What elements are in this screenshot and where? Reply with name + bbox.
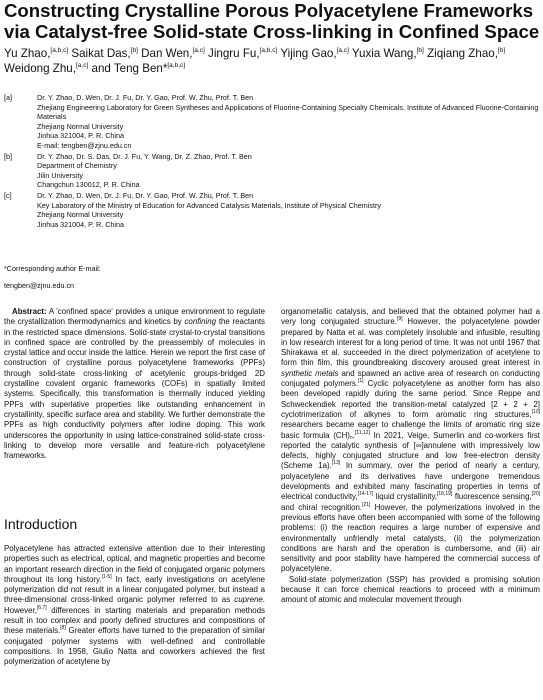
introduction-right-column: organometallic catalysis, and believed that the obtained polymer had a very long conjugated structure.[9] However, the polyacetylene powder prepared by Natta et al. was completely insoluble and infusible, resulting in low research interest for a long period of time. It was not until 1967 that Shirakawa et al. succeeded in the direct polymerization of acetylene to form thin film, this groundbreaking discovery aroused great interest in synthetic metals and spawned an active area of research on conducting conjugated polymers.[1] Cyclic polyacetylene as another form has also been developed rapidly during the same period. Since Reppe and Schweckendiek reported the transition-metal catalyzed [2 + 2 + 2] cyclotrimerization of alkynes to form aromatic ring structures,[10] researchers became eager to challenge the limits of aromatic ring size basic formula $(CH)_n.[11,12]$ In 2021, Veige, Sumerlin and co-workers first reported the catalytic synthesis of [∞]annulene with impressively low defects, highly conjugated structure and low free-electron density (Scheme 1a).[13] In summary, over the period of nearly a century, polyacetylene and its derivatives have undergone tremendous developments and exhibited many fascinating properties in terms of electrical conductivity,[14-17] liquid crystallinity,[18,19] fluorescence sensing,[20] and chiral recognition.[21] However, the polymerizations involved in the previous efforts have often been accompanied with some of the following problems: (i) the reaction requires a large number of expensive and environmentally unfriendly metal catalysts, (ii) the polymerization conditions are harsh and the operation is cumbersome, and (iii) air sensitivity and poor stability have hampered the commercial success of polyacetylene. Solid-state polymerization (SSP) has provided a promising solution because it can force chemical reactions to proceed with a minimum amount of atomic and molecular movement through [281, 307, 541, 605]
affiliation-email[interactable]: E-mail: tengben@zjnu.edu.cn [37, 140, 132, 150]
citation[interactable]: [1-5] [101, 573, 112, 580]
affiliation-c: [c] Dr. Y. Zhao, D. Wen, Dr. J. Fu, Dr. Y. Gao, Prof. W. Zhu, Prof. T. Ben Key Laboratory of the Ministry of Education for Advanced Catalysis Materials, Institute of Physical Chemistry Zhejiang Normal University Jinhua 321004, P. R. China [4, 190, 381, 229]
section-heading-introduction: Introduction [4, 516, 78, 532]
author: Jingru Fu,[a,b,c] [208, 47, 278, 60]
citation[interactable]: [1] [357, 378, 364, 385]
corresponding-author-email[interactable]: tengben@zjnu.edu.cn [4, 281, 75, 290]
citation[interactable]: [9] [396, 316, 403, 323]
abstract-label: Abstract: [12, 307, 47, 316]
citation[interactable]: [8] [60, 625, 66, 632]
paper-title: Constructing Crystalline Porous Polyacetylene Frameworks via Catalyst-free Solid-state Cross-linking in Confined Space [4, 0, 540, 42]
corresponding-author-label: *Corresponding author E-mail: [4, 264, 101, 273]
introduction-left-column: Polyacetylene has attracted extensive attention due to their interesting properties such as electrical, optical, and magnetic properties and become an important research direction in the field of conjugated organic polymers throughout its long history.[1-5] In fact, early investigations on acetylene polymerization did not result in a linear conjugated polymer, but instead a three-dimensional cross-linked organic polymer referred to as cuprene. However,[6,7] differences in starting materials and preparation methods result in too complex and poorly defined structures and compositions of these materials.[8] Greater efforts have turned to the preparation of similar conjugated polymer systems with well-defined and controllable compositions. In 1958, Giulio Natta and coworkers achieved the first polymerization of acetylene by [4, 544, 265, 667]
author-list [4, 46, 540, 76]
author: Yuxia Wang,[b] [351, 47, 424, 60]
author: Saikat Das,[b] [71, 47, 138, 60]
citation[interactable]: [20] [531, 491, 540, 498]
author: Weidong Zhu,[a,c] [4, 62, 89, 75]
author: Yu Zhao,[a,b,c] [4, 47, 69, 60]
citation[interactable]: [6,7] [36, 604, 47, 611]
author: Dan Wen,[a,c] [141, 47, 205, 60]
affiliation-b: [b] Dr. Y. Zhao, Dr. S. Das, Dr. J. Fu, Y. Wang, Dr. Z. Zhao, Prof. T. Ben Department of Chemistry Jilin University Changchun 130012, P. R. China [4, 151, 252, 190]
citation[interactable]: [18,19] [437, 491, 453, 498]
author: Yijing Gao,[a,c] [280, 47, 349, 60]
citation[interactable]: [10] [531, 408, 540, 415]
citation[interactable]: [14-17] [357, 491, 374, 498]
abstract: Abstract: A 'confined space' provides a unique environment to regulate the crystallization thermodynamics and kinetics by confining the reactants in the restricted space dimensions. Solid-state crystal-to-crystal transitions in confined space are controlled by the preassembly of molecules in crystal lattice and occur inside the lattice. Herein we report the first case of construction of crystalline porous polyacetylene frameworks (PPFs) through solid-state cross-linking of acetylenic groups-bridged 2D crystalline covalent organic frameworks (COFs) in spatially limited systems. Specifically, this transformation is thermally induced yielding PPFs with superlative properties like outstanding enhancement in crystallinity, specific surface area and stability. We further demonstrate the PPFs as high conductivity polymers after iodine doping. This work underscores the opportunity in using lattice-constrained solid-state cross-linking to develop more versatile and feature-rich polyacetylene frameworks. [4, 307, 265, 461]
paragraph: Solid-state polymerization (SSP) has provided a promising solution because it can force chemical reactions to proceed with a minimum amount of atomic and molecular movement through [281, 574, 540, 605]
citation[interactable]: [21] [362, 501, 371, 508]
citation[interactable]: [13] [331, 460, 341, 467]
affiliation-a: [a] Dr. Y. Zhao, D. Wen, Dr. J. Fu, Dr. Y. Gao, Prof. W. Zhu, Prof. T. Ben Zhejiang Engineering Laboratory for Green Syntheses and Applications of Fluorine-Containing Specialty Chemicals, Institute of Advanced Fluorine-Containing Materials Zhejiang Normal University Jinhua 321004, P. R. China E-mail: tengben@zjnu.edu.cn [4, 93, 539, 150]
author: Ziqiang Zhao,[b] [427, 47, 506, 60]
affiliations [4, 93, 540, 230]
author: and Teng Ben*[a,b,c] [91, 62, 186, 75]
citation[interactable]: [11,12] [354, 429, 370, 436]
